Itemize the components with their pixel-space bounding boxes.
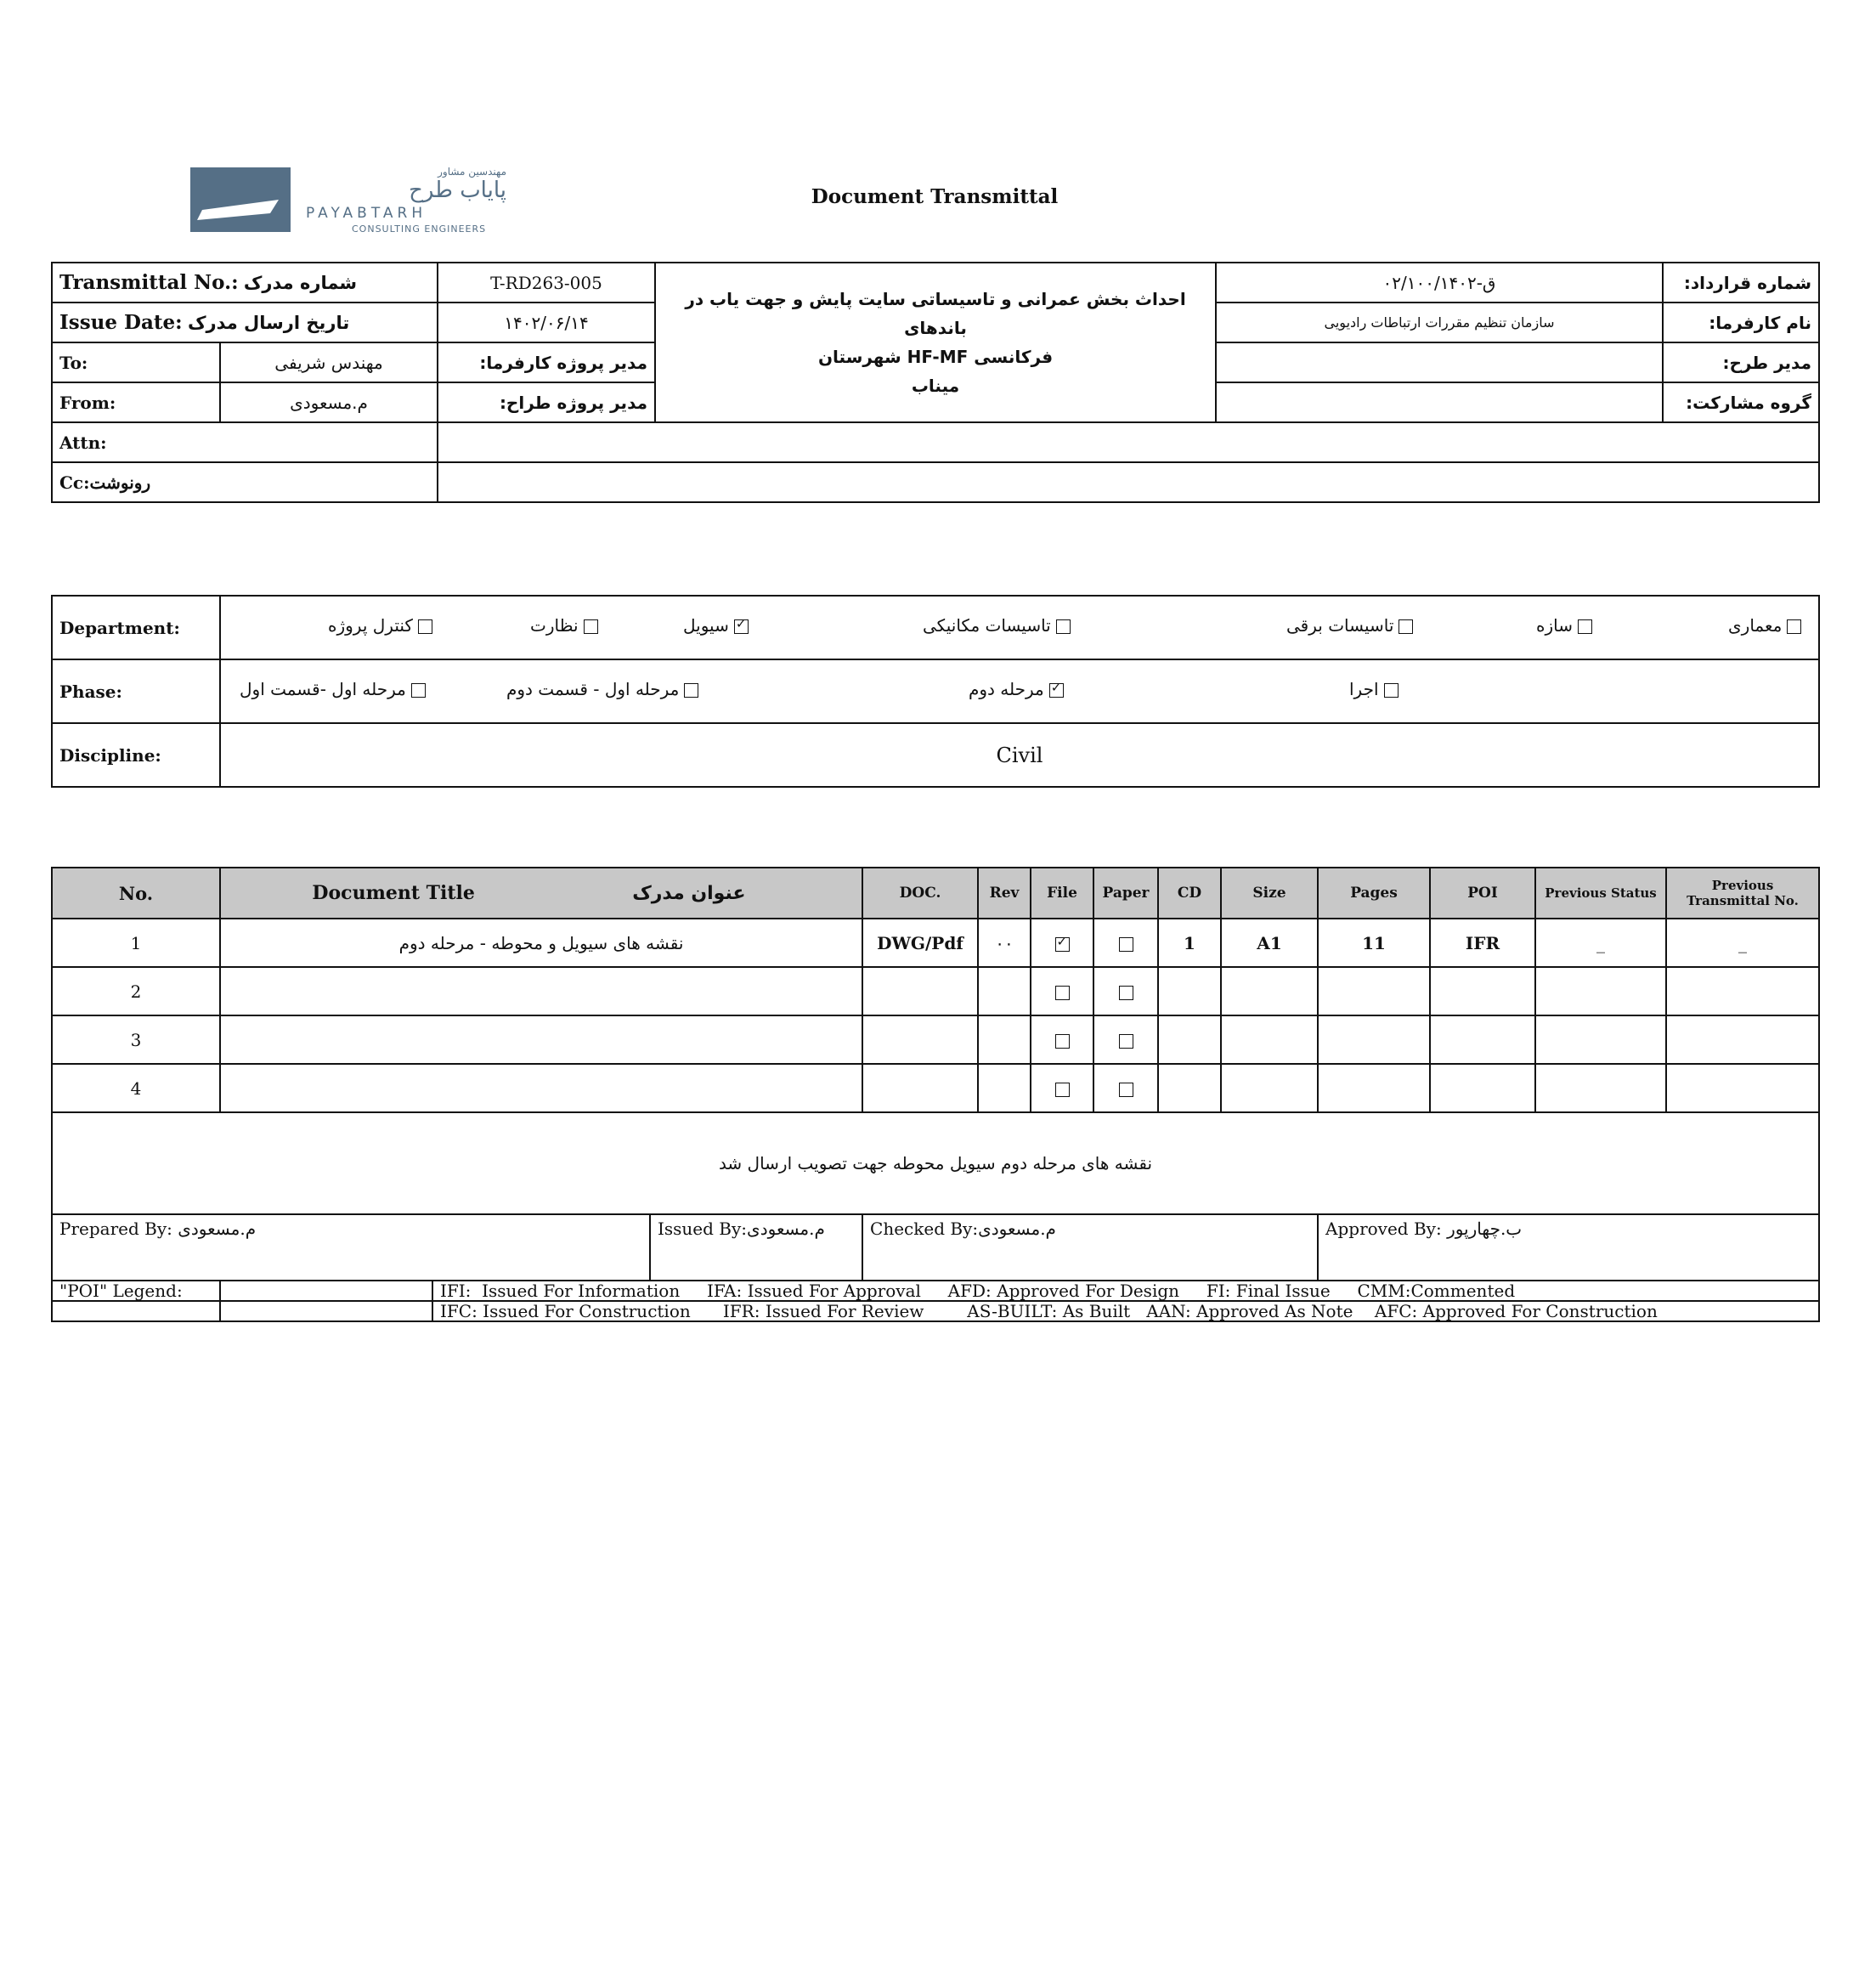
phase-option-3[interactable]: [969, 679, 1069, 699]
table-row: [52, 919, 1819, 967]
partner-group-label: گروه مشارکت:: [1663, 382, 1819, 422]
row-poi: [1430, 1015, 1535, 1064]
row-size: [1221, 967, 1318, 1015]
department-option-3[interactable]: [683, 615, 754, 636]
department-label: Department:: [52, 596, 220, 659]
partner-group-value: [1216, 382, 1663, 422]
phase-option-1[interactable]: [240, 679, 431, 699]
department-option-5[interactable]: [1286, 615, 1418, 636]
table-row: [52, 1064, 1819, 1112]
contract-no-value: ق-۰۲/۱۰۰/۱۴۰۲: [1216, 263, 1663, 303]
row-file: [1031, 967, 1093, 1015]
row-rev: ۰۰: [978, 919, 1031, 967]
department-option-1[interactable]: [328, 615, 438, 636]
transmittal-note: نقشه های مرحله دوم سیویل محوطه جهت تصویب ارسال شد: [52, 1112, 1819, 1214]
department-option-label: تاسیسات مکانیکی: [923, 615, 1051, 636]
department-option-label: تاسیسات برقی: [1286, 615, 1394, 636]
department-option-6[interactable]: [1536, 615, 1597, 636]
to-value: مهندس شریفی: [220, 342, 438, 382]
row-doc: DWG/Pdf: [862, 919, 978, 967]
row-title: [220, 1015, 862, 1064]
department-checkbox-7[interactable]: [1787, 619, 1801, 634]
row-title: [220, 967, 862, 1015]
phase-option-2[interactable]: [506, 679, 704, 699]
row-previous-status: [1535, 1064, 1666, 1112]
row-title: نقشه های سیویل و محوطه - مرحله دوم: [220, 919, 862, 967]
cc-label: Cc:رونوشت: [52, 462, 438, 502]
discipline-value: Civil: [220, 723, 1819, 787]
row-previous-transmittal: [1666, 1015, 1819, 1064]
phase-options: [220, 659, 1819, 723]
row-cd: [1158, 967, 1221, 1015]
col-cd: CD: [1158, 868, 1221, 919]
phase-option-label: اجرا: [1349, 679, 1379, 699]
department-checkbox-2[interactable]: [584, 619, 598, 634]
transmittal-header-table: [51, 262, 1820, 503]
department-options: [220, 596, 1819, 659]
phase-option-label: مرحله اول - قسمت دوم: [506, 679, 680, 699]
row-cd: [1158, 1015, 1221, 1064]
client-name-value: سازمان تنظیم مقررات ارتباطات رادیویی: [1216, 303, 1663, 342]
row-previous-status: _: [1535, 919, 1666, 967]
contract-no-label: شماره قرارداد:: [1663, 263, 1819, 303]
department-option-4[interactable]: [923, 615, 1076, 636]
row-file-checkbox[interactable]: [1055, 937, 1070, 952]
phase-label: Phase:: [52, 659, 220, 723]
company-logo: [190, 164, 506, 240]
row-no: 2: [52, 967, 220, 1015]
document-title: Document Transmittal: [811, 185, 1059, 208]
department-option-label: معماری: [1728, 615, 1783, 636]
col-rev: Rev: [978, 868, 1031, 919]
design-manager-label: مدیر طرح:: [1663, 342, 1819, 382]
poi-legend-spacer-2: [220, 1301, 432, 1321]
row-poi: [1430, 1064, 1535, 1112]
design-manager-value: [1216, 342, 1663, 382]
col-document-title: Document Title عنوان مدرک: [220, 868, 862, 919]
transmittal-no-value: T-RD263-005: [438, 263, 655, 303]
row-previous-transmittal: [1666, 967, 1819, 1015]
phase-checkbox-2[interactable]: [684, 683, 698, 698]
department-option-7[interactable]: [1728, 615, 1806, 636]
row-previous-status: [1535, 967, 1666, 1015]
logo-english-name: PAYABTARH: [306, 205, 427, 222]
poi-legend-line-1: IFI: Issued For Information IFA: Issued For Approval AFD: Approved For Design FI: Final Issue CMM:Commented: [432, 1281, 1819, 1301]
row-size: [1221, 1064, 1318, 1112]
row-no: 3: [52, 1015, 220, 1064]
row-previous-status: [1535, 1015, 1666, 1064]
discipline-label: Discipline:: [52, 723, 220, 787]
row-file-checkbox[interactable]: [1055, 1034, 1070, 1049]
col-file: File: [1031, 868, 1093, 919]
department-checkbox-3[interactable]: [734, 619, 749, 634]
phase-option-4[interactable]: [1349, 679, 1404, 699]
department-option-label: سازه: [1536, 615, 1573, 636]
row-size: [1221, 1015, 1318, 1064]
row-size: A1: [1221, 919, 1318, 967]
row-paper: [1093, 967, 1158, 1015]
issue-date-value: ۱۴۰۲/۰۶/۱۴: [438, 303, 655, 342]
col-pages: Pages: [1318, 868, 1430, 919]
phase-checkbox-1[interactable]: [411, 683, 426, 698]
logo-persian-name: پایاب طرح: [409, 178, 506, 203]
row-doc: [862, 967, 978, 1015]
from-label: From:: [52, 382, 220, 422]
poi-legend-line-2: IFC: Issued For Construction IFR: Issued For Review AS-BUILT: As Built AAN: Approved As Note AFC: Approved For Construction: [432, 1301, 1819, 1321]
row-paper: [1093, 1015, 1158, 1064]
issue-date-label: Issue Date: تاریخ ارسال مدرک: [52, 303, 438, 342]
to-label: To:: [52, 342, 220, 382]
prepared-by: Prepared By: م.مسعودی: [52, 1214, 650, 1281]
department-option-label: سیویل: [683, 615, 729, 636]
from-value: م.مسعودی: [220, 382, 438, 422]
col-poi: POI: [1430, 868, 1535, 919]
row-previous-transmittal: _: [1666, 919, 1819, 967]
row-previous-transmittal: [1666, 1064, 1819, 1112]
row-doc: [862, 1015, 978, 1064]
row-rev: [978, 1064, 1031, 1112]
row-cd: [1158, 1064, 1221, 1112]
logo-mark: [190, 167, 291, 232]
row-file: [1031, 1064, 1093, 1112]
row-paper: [1093, 1064, 1158, 1112]
col-size: Size: [1221, 868, 1318, 919]
documents-table: [51, 867, 1820, 1322]
row-pages: [1318, 967, 1430, 1015]
col-doc: DOC.: [862, 868, 978, 919]
poi-legend-blank: [52, 1301, 220, 1321]
poi-legend-spacer: [220, 1281, 432, 1301]
department-option-label: کنترل پروژه: [328, 615, 413, 636]
department-checkbox-4[interactable]: [1056, 619, 1071, 634]
approved-by: Approved By: ب.چهارپور: [1318, 1214, 1819, 1281]
documents-header-row: [52, 868, 1819, 919]
row-paper-checkbox[interactable]: [1119, 986, 1133, 1000]
table-row: [52, 1015, 1819, 1064]
row-rev: [978, 967, 1031, 1015]
row-poi: IFR: [1430, 919, 1535, 967]
department-option-2[interactable]: [530, 615, 603, 636]
row-file: [1031, 1015, 1093, 1064]
checked-by: Checked By:م.مسعودی: [862, 1214, 1318, 1281]
row-pages: [1318, 1064, 1430, 1112]
row-rev: [978, 1015, 1031, 1064]
logo-english-subtitle: CONSULTING ENGINEERS: [352, 223, 487, 235]
col-previous-transmittal: Previous Transmittal No.: [1666, 868, 1819, 919]
phase-option-label: مرحله دوم: [969, 679, 1044, 699]
row-paper-checkbox[interactable]: [1119, 937, 1133, 952]
row-no: 1: [52, 919, 220, 967]
phase-checkbox-3[interactable]: [1049, 683, 1064, 698]
row-file-checkbox[interactable]: [1055, 986, 1070, 1000]
row-pages: 11: [1318, 919, 1430, 967]
logo-persian-subtitle: مهندسین مشاور: [438, 166, 506, 178]
row-poi: [1430, 967, 1535, 1015]
row-file: [1031, 919, 1093, 967]
col-paper: Paper: [1093, 868, 1158, 919]
department-checkbox-6[interactable]: [1578, 619, 1592, 634]
transmittal-no-label: Transmittal No.: شماره مدرک: [52, 263, 438, 303]
department-checkbox-1[interactable]: [418, 619, 432, 634]
row-title: [220, 1064, 862, 1112]
attn-value: [438, 422, 1819, 462]
issued-by: Issued By:م.مسعودی: [650, 1214, 862, 1281]
row-cd: 1: [1158, 919, 1221, 967]
col-previous-status: Previous Status: [1535, 868, 1666, 919]
row-pages: [1318, 1015, 1430, 1064]
client-pm-label: مدیر پروژه کارفرما:: [438, 342, 655, 382]
phase-option-label: مرحله اول -قسمت اول: [240, 679, 406, 699]
row-paper: [1093, 919, 1158, 967]
project-title: احداث بخش عمرانی و تاسیساتی سایت پایش و جهت یاب در باندهای فرکانسی HF-MF شهرستان میناب: [655, 263, 1216, 422]
attn-label: Attn:: [52, 422, 438, 462]
col-no: No.: [52, 868, 220, 919]
classification-table: [51, 595, 1820, 788]
cc-value: [438, 462, 1819, 502]
department-checkbox-5[interactable]: [1399, 619, 1413, 634]
department-option-label: نظارت: [530, 615, 579, 636]
row-paper-checkbox[interactable]: [1119, 1034, 1133, 1049]
row-file-checkbox[interactable]: [1055, 1083, 1070, 1097]
table-row: [52, 967, 1819, 1015]
phase-checkbox-4[interactable]: [1384, 683, 1399, 698]
designer-pm-label: مدیر پروژه طراح:: [438, 382, 655, 422]
row-no: 4: [52, 1064, 220, 1112]
poi-legend-label: "POI" Legend:: [52, 1281, 220, 1301]
row-paper-checkbox[interactable]: [1119, 1083, 1133, 1097]
client-name-label: نام کارفرما:: [1663, 303, 1819, 342]
row-doc: [862, 1064, 978, 1112]
